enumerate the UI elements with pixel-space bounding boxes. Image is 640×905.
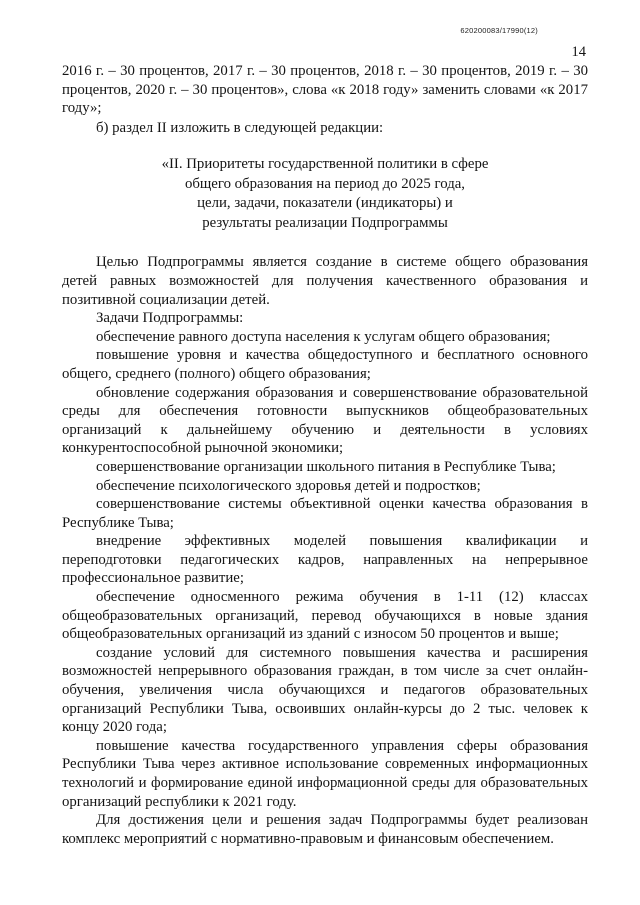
section-heading-line: «II. Приоритеты государственной политики в сфере [161,156,489,173]
section-heading-line: цели, задачи, показатели (индикаторы) и [197,195,453,212]
document-body [62,62,588,848]
task-item: повышение качества государственного управления сферы образования Республики Тыва через активное использование современных информационных технологий и формирование единой информационной среды для образовательных организаций республики к 2021 году. [62,737,588,810]
page-number: 14 [571,44,586,60]
task-item: совершенствование системы объективной оценки качества образования в Республике Тыва; [62,496,588,531]
closing-paragraph: Для достижения цели и решения задач Подпрограммы будет реализован комплекс мероприятий с нормативно-правовым и финансовым обеспечением. [62,812,588,847]
task-item: создание условий для системного повышения качества и расширения возможностей непрерывного образования граждан, в том числе за счет онлайн-обучения, увеличения числа обучающихся и педагогов образовательных организаций Республики Тыва, освоивших онлайн-курсы до 2 тыс. человек к концу 2020 года; [62,644,588,736]
document-registration-code: 620200083/17990(12) [460,26,538,35]
task-item: совершенствование организации школьного питания в Республике Тыва; [96,458,556,475]
task-item: обеспечение психологического здоровья детей и подростков; [96,477,481,494]
task-item: повышение уровня и качества общедоступного и бесплатного основного общего, среднего (полного) общего образования; [62,347,588,382]
task-item: обеспечение односменного режима обучения в 1-11 (12) классах общеобразовательных организаций, перевод обучающихся в новые здания общеобразовательных организаций из зданий с износом 50 процентов и выше; [62,589,588,643]
section-heading [62,155,588,233]
task-item: внедрение эффективных моделей повышения квалификации и переподготовки педагогических кадров, направленных на непрерывное профессиональное развитие; [62,533,588,587]
section-heading-line: результаты реализации Подпрограммы [202,214,448,231]
section-heading-line: общего образования на период до 2025 года, [184,175,465,192]
goal-paragraph: Целью Подпрограммы является создание в системе общего образования детей равных возможностей для получения качественного образования и позитивной социализации детей. [62,254,588,308]
item-b-paragraph: б) раздел II изложить в следующей редакции: [96,119,384,136]
tasks-label: Задачи Подпрограммы: [96,310,244,327]
intro-paragraph: 2016 г. – 30 процентов, 2017 г. – 30 процентов, 2018 г. – 30 процентов, 2019 г. – 30 процентов, 2020 г. – 30 процентов», слова «к 2018 году» заменить словами «к 2017 году»; [62,63,588,117]
task-item: обновление содержания образования и совершенствование образовательной среды для обеспечения готовности выпускников общеобразовательных организаций к дальнейшему обучению и деятельности в условиях конкурентоспособной рыночной экономики; [62,384,588,457]
task-item: обеспечение равного доступа населения к услугам общего образования; [96,328,551,345]
